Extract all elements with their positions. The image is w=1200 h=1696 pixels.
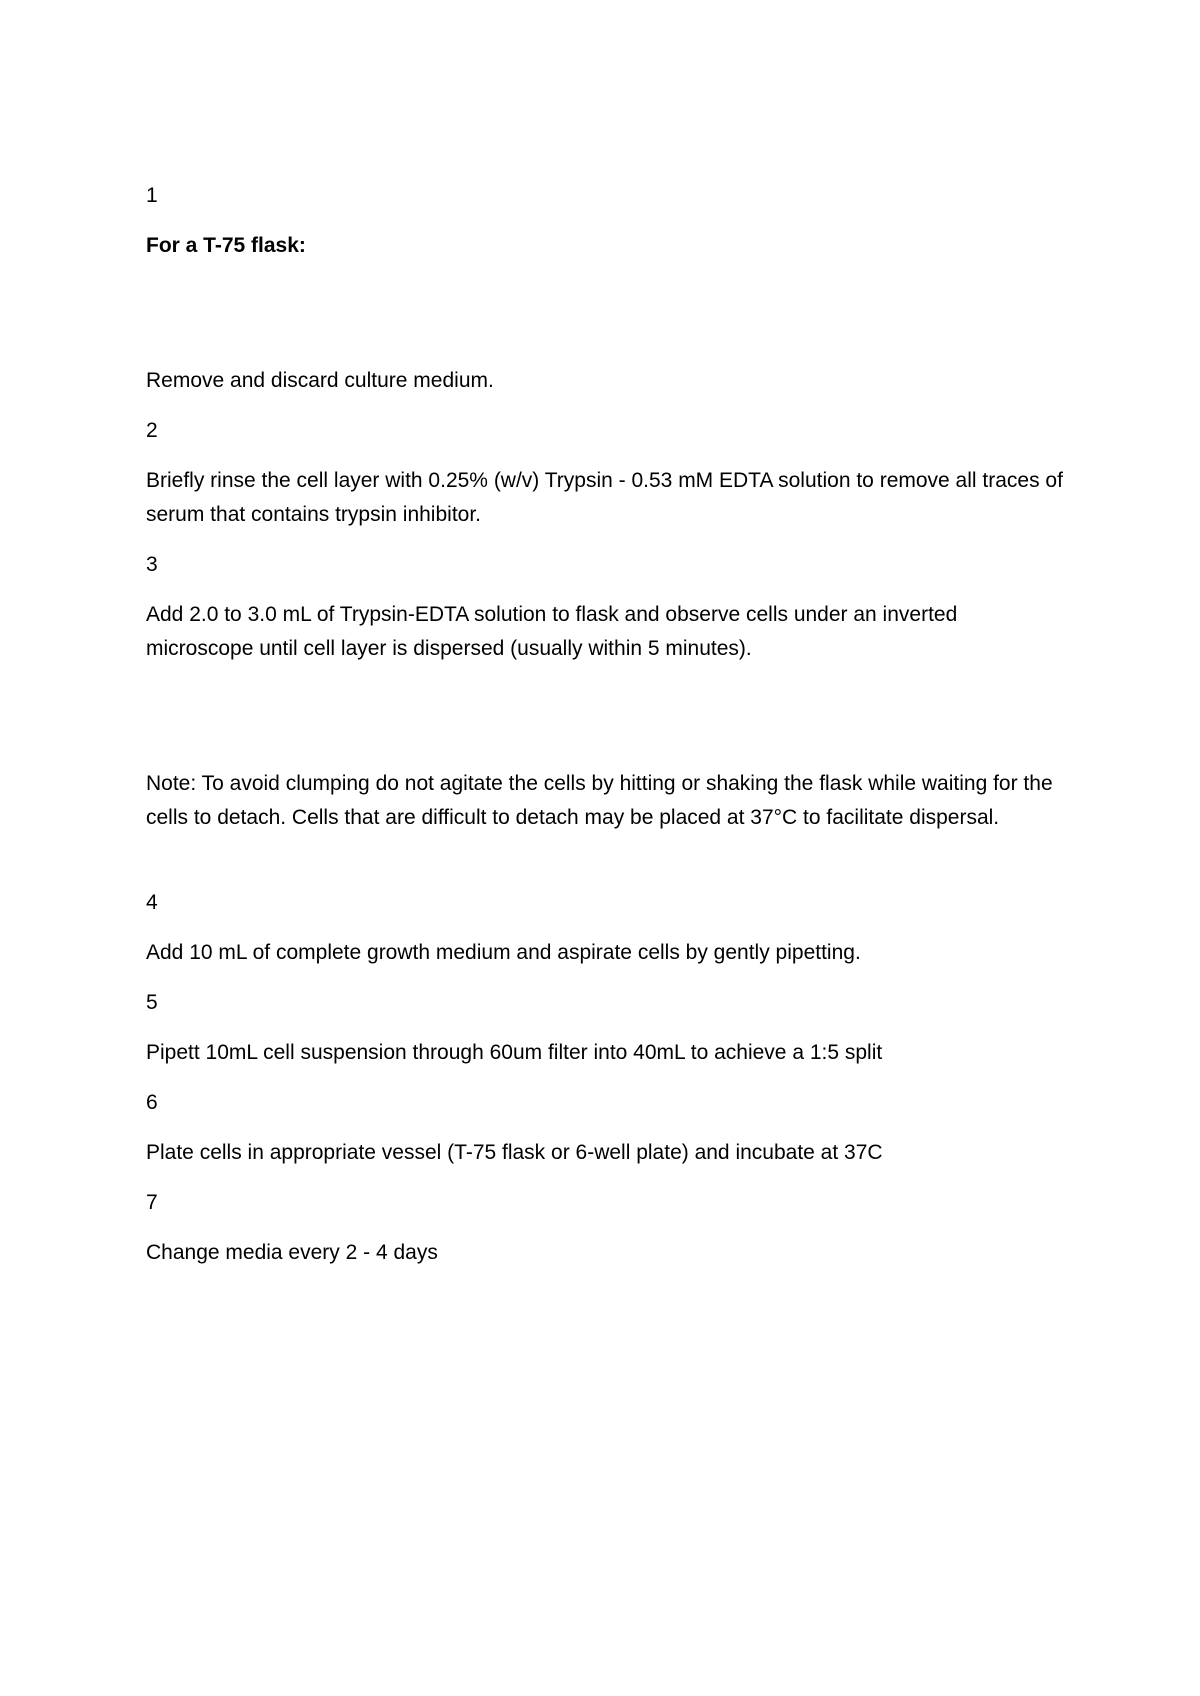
document-heading: For a T-75 flask:	[146, 234, 306, 257]
step-7-number: 7	[146, 1191, 158, 1214]
step-5-number: 5	[146, 991, 158, 1014]
note-text: Note: To avoid clumping do not agitate the cells by hitting or shaking the flask while waiting for the cells to detach. Cells that are difficult to detach may be placed at 37°C to facilitate dispersal.	[146, 772, 1053, 829]
step-6-text: Plate cells in appropriate vessel (T-75 flask or 6-well plate) and incubate at 37C	[146, 1141, 883, 1164]
step-7-text: Change media every 2 - 4 days	[146, 1241, 438, 1264]
step-5-text: Pipett 10mL cell suspension through 60um filter into 40mL to achieve a 1:5 split	[146, 1041, 883, 1064]
step-1-text: Remove and discard culture medium.	[146, 369, 494, 392]
step-4-text: Add 10 mL of complete growth medium and aspirate cells by gently pipetting.	[146, 941, 861, 964]
step-4-number: 4	[146, 891, 158, 914]
step-1-number: 1	[146, 184, 158, 207]
step-2-text: Briefly rinse the cell layer with 0.25% (w/v) Trypsin - 0.53 mM EDTA solution to remove all traces of serum that contains trypsin inhibitor.	[146, 469, 1063, 526]
step-3-text: Add 2.0 to 3.0 mL of Trypsin-EDTA solution to flask and observe cells under an inverted microscope until cell layer is dispersed (usually within 5 minutes).	[146, 603, 958, 660]
step-2-number: 2	[146, 419, 158, 442]
step-3-number: 3	[146, 553, 158, 576]
step-6-number: 6	[146, 1091, 158, 1114]
